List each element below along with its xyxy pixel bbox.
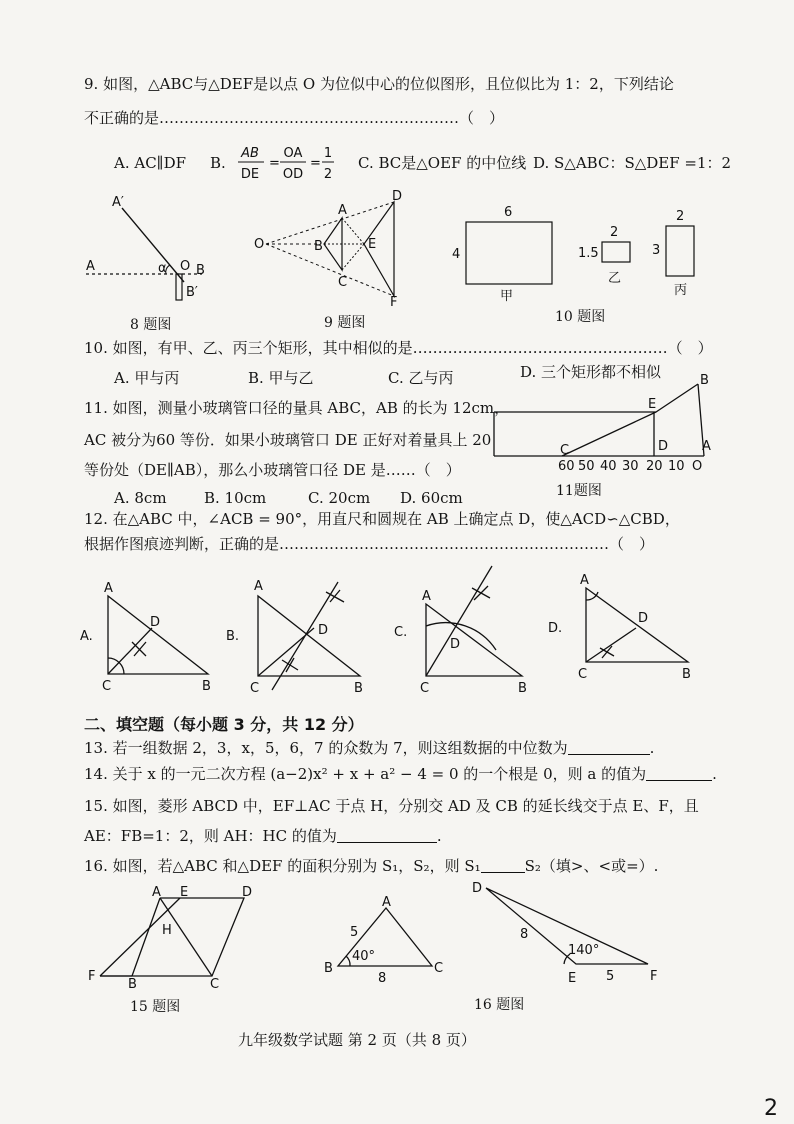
q15-row2: AE：FB=1：2，则 AH：HC 的值为 . <box>84 827 442 845</box>
q12-figure-c <box>392 570 540 694</box>
figure-16-triangle-abc <box>320 896 450 988</box>
bing-height: 3 <box>652 243 661 258</box>
label-b: B <box>518 681 527 696</box>
frac3-den: 2 <box>323 167 333 182</box>
corner-page-number: 2 <box>764 1096 778 1121</box>
q15-line1: 15. 如图，菱形 ABCD 中，EF⊥AC 于点 H，分别交 AD 及 CB 的延长线交于点 E、F，且 <box>84 797 699 815</box>
label-b: B <box>314 239 323 254</box>
side-de: 8 <box>520 927 529 942</box>
q12-figure-a <box>80 580 220 692</box>
label-a: A <box>152 885 161 900</box>
section-2-title: 二、填空题（每小题 3 分，共 12 分） <box>84 715 364 734</box>
angle-e: 140° <box>568 943 600 958</box>
page-footer: 九年级数学试题 第 2 页（共 8 页） <box>238 1031 476 1049</box>
label-a: A <box>580 573 589 588</box>
opt-label-c: C. <box>394 625 408 640</box>
opt-label-a: A. <box>80 629 93 644</box>
q10-option-b: B. 甲与乙 <box>248 369 314 387</box>
q9-option-d: D. S△ABC：S△DEF =1：2 <box>533 154 732 172</box>
figure-15-caption: 15 题图 <box>130 999 181 1015</box>
q12-line1: 12. 在△ABC 中，∠ACB = 90°，用直尺和圆规在 AB 上确定点 D，使△ACD∽△CBD， <box>84 510 680 528</box>
frac3-num: 1 <box>323 146 333 161</box>
q9-stem-line2: 不正确的是……………………………………………………（ ） <box>84 109 505 127</box>
label-c: C <box>560 443 570 458</box>
side-ef: 5 <box>606 969 615 984</box>
figure-16-caption: 16 题图 <box>474 997 525 1013</box>
q12-figure-d <box>546 574 696 684</box>
label-a: A <box>422 589 431 604</box>
label-d: D <box>450 637 461 652</box>
jia-label: 甲 <box>500 289 514 304</box>
frac1-den: DE <box>240 167 260 182</box>
q14-answer-blank[interactable] <box>646 766 712 781</box>
label-h: H <box>162 923 172 938</box>
q13-text: 13. 若一组数据 2，3，x，5，6，7 的众数为 7，则这组数据的中位数为 <box>84 739 568 757</box>
q9-option-a: A. AC∥DF <box>114 154 187 172</box>
q12-line2: 根据作图痕迹判断，正确的是…………………………………………………………（ ） <box>84 535 655 553</box>
q10-stem: 10. 如图，有甲、乙、丙三个矩形，其中相似的是……………………………………………（ ） <box>84 339 713 357</box>
label-b: B <box>700 373 709 388</box>
label-e: E <box>648 397 657 412</box>
label-e: E <box>180 885 189 900</box>
label-f: F <box>390 295 398 310</box>
tick-20: 20 <box>646 459 663 474</box>
side-ab: 5 <box>350 925 359 940</box>
label-a: A <box>254 579 263 594</box>
label-b: B <box>354 681 363 696</box>
label-d: D <box>472 881 483 896</box>
q12-figure-b <box>226 578 376 694</box>
frac1-num: AB <box>241 146 259 161</box>
label-a: A <box>104 581 113 596</box>
label-e: E <box>368 237 377 252</box>
q9-option-b-label: B. <box>210 154 226 172</box>
q16-text-a: 16. 如图，若△ABC 和△DEF 的面积分别为 S₁，S₂，则 S₁ <box>84 857 481 875</box>
angle-b: 40° <box>352 949 376 964</box>
opt-label-d: D. <box>548 621 563 636</box>
q9-stem-line1: 9. 如图，△ABC与△DEF是以点 O 为位似中心的位似图形，且位似比为 1：2，下列结论 <box>84 75 674 93</box>
tick-o: O <box>692 459 703 474</box>
label-c: C <box>250 681 260 696</box>
label-d: D <box>318 623 329 638</box>
q9-option-c: C. BC是△OEF 的中位线 <box>358 154 527 172</box>
jia-height: 4 <box>452 247 461 262</box>
bing-label: 丙 <box>674 283 688 298</box>
q11-line1: 11. 如图，测量小玻璃管口径的量具 ABC，AB 的长为 12cm， <box>84 399 510 417</box>
label-o: O <box>180 259 191 274</box>
label-d: D <box>242 885 253 900</box>
yi-height: 1.5 <box>578 246 599 261</box>
q16-row <box>84 856 658 876</box>
jia-width: 6 <box>504 205 513 220</box>
q16-text-b: S₂（填>、<或=）. <box>524 857 659 875</box>
q14-row: 14. 关于 x 的一元二次方程 (a−2)x² + x + a² − 4 = 0 的一个根是 0，则 a 的值为 . <box>84 765 717 783</box>
q11-line2: AC 被分为60 等份．如果小玻璃管口 DE 正好对着量具上 20 <box>84 431 492 449</box>
label-e: E <box>568 971 577 986</box>
figure-9 <box>250 190 410 308</box>
q10-option-c: C. 乙与丙 <box>388 369 454 387</box>
label-b: B <box>128 977 137 992</box>
label-b: B <box>682 667 691 682</box>
label-f: F <box>88 969 96 984</box>
figure-15 <box>82 884 262 992</box>
label-c: C <box>434 961 444 976</box>
q11-option-a: A. 8cm <box>114 489 167 507</box>
q10-option-d: D. 三个矩形都不相似 <box>520 363 662 381</box>
label-b: B <box>202 679 211 694</box>
label-c: C <box>578 667 588 682</box>
frac2-num: OA <box>283 146 303 161</box>
q9-option-b-fractions <box>238 140 348 186</box>
label-a: A <box>86 259 95 274</box>
frac2-den: OD <box>282 167 304 182</box>
opt-label-b: B. <box>226 629 240 644</box>
q13-answer-blank[interactable] <box>568 740 650 755</box>
label-c: C <box>338 275 348 290</box>
label-a: A <box>702 439 711 454</box>
yi-width: 2 <box>610 225 619 240</box>
label-c: C <box>420 681 430 696</box>
figure-10-caption: 10 题图 <box>555 309 606 325</box>
q16-answer-blank[interactable] <box>481 858 525 873</box>
q14-text: 14. 关于 x 的一元二次方程 (a−2)x² + x + a² − 4 = 0 的一个根是 0，则 a 的值为 <box>84 765 647 783</box>
label-a: A <box>338 203 347 218</box>
q15-line2: AE：FB=1：2，则 AH：HC 的值为 <box>84 827 337 845</box>
q13-row: 13. 若一组数据 2，3，x，5，6，7 的众数为 7，则这组数据的中位数为 . <box>84 739 655 757</box>
label-b: B <box>324 961 333 976</box>
label-b-prime: B′ <box>186 285 198 300</box>
label-alpha: α <box>158 261 167 276</box>
label-c: C <box>102 679 112 694</box>
figure-16-triangle-def <box>466 880 666 984</box>
label-f: F <box>650 969 658 984</box>
figure-8 <box>80 192 220 312</box>
tick-40: 40 <box>600 459 617 474</box>
q11-option-c: C. 20cm <box>308 489 371 507</box>
label-d: D <box>658 439 669 454</box>
figure-9-caption: 9 题图 <box>324 315 366 331</box>
q11-option-b: B. 10cm <box>204 489 267 507</box>
label-d: D <box>638 611 649 626</box>
figure-8-caption: 8 题图 <box>130 317 172 333</box>
q10-option-a: A. 甲与丙 <box>114 369 180 387</box>
label-c: C <box>210 977 220 992</box>
svg-text:=: = <box>269 156 280 171</box>
tick-50: 50 <box>578 459 595 474</box>
svg-text:=: = <box>310 156 321 171</box>
q11-option-d: D. 60cm <box>400 489 463 507</box>
tick-10: 10 <box>668 459 685 474</box>
q11-line3: 等份处（DE∥AB），那么小玻璃管口径 DE 是……（ ） <box>84 461 461 479</box>
side-bc: 8 <box>378 971 387 986</box>
label-a-prime: A′ <box>112 195 124 210</box>
q15-answer-blank[interactable] <box>337 828 437 843</box>
figure-11 <box>490 374 720 474</box>
yi-label: 乙 <box>608 271 622 286</box>
tick-30: 30 <box>622 459 639 474</box>
figure-10 <box>448 200 718 304</box>
bing-width: 2 <box>676 209 685 224</box>
label-a: A <box>382 895 391 910</box>
label-d: D <box>392 189 403 204</box>
label-d: D <box>150 615 161 630</box>
label-o: O <box>254 237 265 252</box>
label-b: B <box>196 263 205 278</box>
tick-60: 60 <box>558 459 575 474</box>
figure-11-caption: 11题图 <box>556 483 602 499</box>
